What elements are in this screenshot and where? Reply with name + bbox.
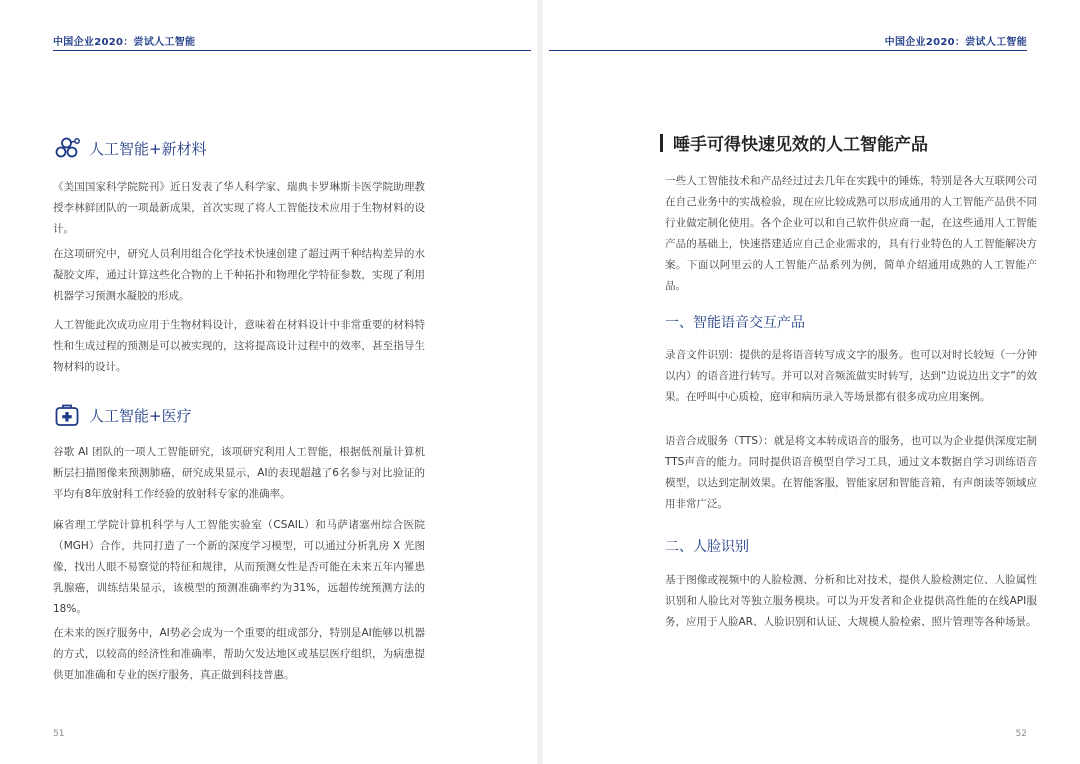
medical-paragraph-2: 麻省理工学院计算机科学与人工智能实验室（CSAIL）和马萨诸塞州综合医院（MGH）合作，共同打造了一个新的深度学习模型，可以通过分析乳房 X 光图像，找出人眼不易察觉的特征和规律，从而预测女性是否可能在未来五年内罹患乳腺癌，训练结果显示，该模型的预测准确率约为31%，远超传统预测方法的18%。 [53, 519, 425, 615]
page-title-text: 唾手可得快速见效的人工智能产品 [673, 135, 928, 155]
page-number-left: 51 [53, 729, 65, 739]
materials-heading [53, 134, 207, 162]
molecule-icon [53, 134, 81, 162]
voice-heading: 一、智能语音交互产品 [665, 315, 805, 331]
medical-paragraph-3: 在未来的医疗服务中，AI势必会成为一个重要的组成部分，特别是AI能够以机器的方式，以较高的经济性和准确率，帮助欠发达地区或基层医疗组织，为病患提供更加准确和专业的医疗服务，真正做到科技普惠。 [53, 627, 425, 681]
right-page [540, 0, 1080, 764]
materials-paragraph-3: 人工智能此次成功应用于生物材料设计，意味着在材料设计中非常重要的材料特性和生成过程的预测是可以被实现的，这将提高设计过程中的效率，甚至指导生物材料的设计。 [53, 319, 425, 373]
title-accent-bar [660, 134, 663, 152]
medical-kit-icon [53, 401, 81, 429]
intro-paragraph: 一些人工智能技术和产品经过过去几年在实践中的锤炼，特别是各大互联网公司在自己业务中的实战检验，现在应比较成熟可以形成通用的人工智能产品供不同行业做定制化使用。各个企业可以和自己软件供应商一起，在这些通用人工智能产品的基础上，快速搭建适应自己企业需求的，具有行业特色的人工智能解决方案。下面以阿里云的人工智能产品系列为例，简单介绍通用成熟的人工智能产品。 [665, 175, 1037, 292]
voice-paragraph-2: 语音合成服务（TTS）：就是将文本转成语音的服务，也可以为企业提供深度定制TTS声音的能力。同时提供语音模型自学习工具，通过文本数据自学习训练语音模型，以达到定制效果。在智能客服，智能家居和智能音箱，有声朗读等领域应用非常广泛。 [665, 435, 1037, 510]
medical-paragraph-1: 谷歌 AI 团队的一项人工智能研究，该项研究利用人工智能，根据低剂量计算机断层扫描图像来预测肺癌，研究成果显示，AI的表现超越了6名参与对比验证的平均有8年放射科工作经验的放射科专家的准确率。 [53, 446, 425, 500]
medical-heading [53, 401, 192, 429]
face-heading: 二、人脸识别 [665, 539, 749, 555]
header-rule-right [549, 50, 1027, 51]
header-rule-left [53, 50, 531, 51]
materials-paragraph-1: 《美国国家科学院院刊》近日发表了华人科学家、瑞典卡罗琳斯卡医学院助理教授李林鲜团队的一项最新成果，首次实现了将人工智能技术应用于生物材料的设计。 [53, 181, 425, 235]
medical-heading-text: 人工智能+医疗 [89, 406, 192, 425]
materials-heading-text: 人工智能+新材料 [89, 139, 207, 158]
running-header-left: 中国企业2020：尝试人工智能 [53, 37, 196, 48]
voice-paragraph-1: 录音文件识别：提供的是将语音转写成文字的服务。也可以对时长较短（一分钟以内）的语音进行转写。并可以对音频流做实时转写，达到“边说边出文字”的效果。在呼叫中心质检，庭审和病历录入等场景都有很多成功应用案例。 [665, 349, 1037, 403]
materials-paragraph-2: 在这项研究中，研究人员利用组合化学技术快速创建了超过两千种结构差异的水凝胶文库，通过计算这些化合物的上千种拓扑和物理化学特征参数，实现了利用机器学习预测水凝胶的形成。 [53, 248, 425, 302]
page-title [660, 130, 928, 155]
running-header-right: 中国企业2020：尝试人工智能 [884, 37, 1027, 48]
page-number-right: 52 [1015, 729, 1027, 739]
face-paragraph-1: 基于图像或视频中的人脸检测、分析和比对技术，提供人脸检测定位、人脸属性识别和人脸比对等独立服务模块。可以为开发者和企业提供高性能的在线API服务，应用于人脸AR、人脸识别和认证、大规模人脸检索、照片管理等各种场景。 [665, 574, 1037, 628]
